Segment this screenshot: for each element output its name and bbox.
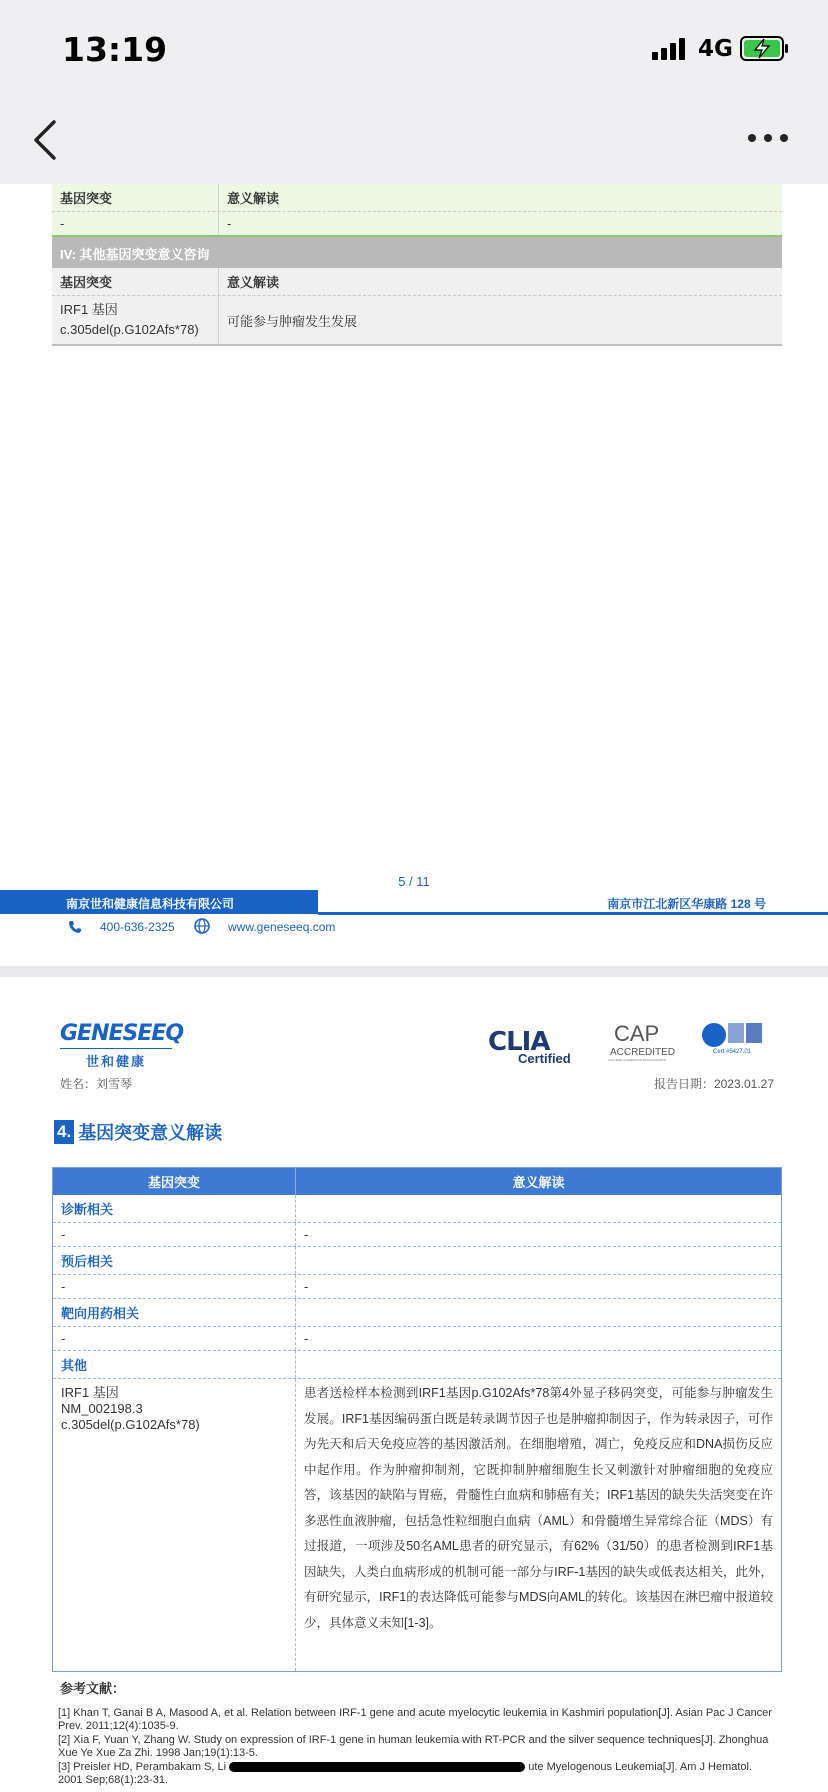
network-type: 4G: [698, 36, 733, 62]
nav-bar: [0, 96, 828, 184]
reference-2: [2] Xia F, Yuan Y, Zhang W. Study on expression of IRF-1 gene in human leukemia with RT-PCR and the silver sequence techniques[J]. Zhonghua Xue Ye Xue Za Zhi. 1998 Jan;19(1):13-5.: [58, 1734, 769, 1759]
report-date: 报告日期：2023.01.27: [653, 1077, 774, 1091]
section-number: 4.: [54, 1120, 74, 1144]
category-label: 诊断相关: [53, 1195, 296, 1222]
table-row: [53, 1223, 781, 1247]
reference-1: [1] Khan T, Ganai B A, Masood A, et al. Relation between IRF-1 gene and acute myelocytic leukemia in Kashmiri population[J]. Asian Pac J Cancer Prev. 2011;12(4):1035-9.: [58, 1707, 772, 1732]
iso-badge: Cert #5427.01: [696, 1023, 768, 1055]
cell-meaning: -: [304, 1279, 309, 1294]
table-row: [52, 212, 782, 235]
category-label: 靶向用药相关: [53, 1299, 296, 1326]
cap-logo: CAP ACCREDITED COLLEGE of AMERICAN PATHOLOGISTS: [608, 1021, 676, 1062]
references-title: 参考文献：: [60, 1681, 126, 1696]
cell-gene: -: [53, 1223, 296, 1246]
footer-divider: [318, 912, 828, 915]
footer-company: 南京世和健康信息科技有限公司: [0, 890, 318, 914]
category-label: 预后相关: [53, 1247, 296, 1274]
reference-3: [3] Preisler HD, Perambakam S, Li ute Myelogenous Leukemia[J]. Am J Hematol. 2001 Sep;68(1):23-31.: [58, 1761, 753, 1786]
mutation-table: [52, 1167, 782, 1672]
section-iv-title: IV: 其他基因突变意义咨询: [52, 237, 782, 268]
category-row: [53, 1299, 781, 1327]
header-meaning: 意义解读: [227, 191, 280, 206]
header-gene: 基因突变: [53, 1168, 296, 1195]
section-heading: [54, 1119, 222, 1145]
report-page-5: [0, 184, 828, 966]
cell-meaning: -: [304, 1331, 309, 1346]
status-time: 13:19: [62, 30, 168, 69]
globe-icon: [194, 918, 210, 934]
table-row: [53, 1275, 781, 1299]
irf1-row: [53, 1379, 781, 1671]
table-header-row: [53, 1168, 781, 1195]
irf1-gene-cell: IRF1 基因 NM_002198.3 c.305del(p.G102Afs*78): [53, 1379, 296, 1671]
other-table: [52, 237, 782, 346]
cell-gene: -: [53, 1327, 296, 1350]
cell-meaning: -: [304, 1227, 309, 1242]
status-bar: [0, 0, 828, 96]
cell-gene: -: [53, 1275, 296, 1298]
header-gene: 基因突变: [52, 184, 219, 211]
battery-charging-icon: [740, 36, 790, 61]
phone-icon: [68, 920, 82, 934]
cell-gene: -: [52, 212, 219, 235]
cell-meaning: 可能参与肿瘤发生发展: [227, 313, 358, 329]
footer-phone: 400-636-2325: [100, 920, 175, 934]
signal-icon: [652, 36, 685, 60]
footer-address: 南京市江北新区华康路 128 号: [607, 897, 766, 911]
back-chevron-icon[interactable]: [30, 118, 66, 162]
header-meaning: 意义解读: [227, 275, 280, 290]
page-footer: [0, 890, 828, 916]
cell-gene: [52, 296, 219, 344]
header-meaning: 意义解读: [512, 1175, 565, 1190]
patient-name: 姓名：刘雪琴: [60, 1077, 133, 1091]
category-row: [53, 1195, 781, 1223]
redaction-bar: [229, 1762, 525, 1772]
header-gene: 基因突变: [52, 268, 219, 295]
table-header-row: [52, 184, 782, 212]
gene-variant: c.305del(p.G102Afs*78): [60, 322, 199, 337]
geneseeq-logo: GENESEEQ 世和健康: [60, 1021, 184, 1069]
more-options-icon[interactable]: [748, 134, 788, 142]
page-number: 5 / 11: [398, 874, 430, 889]
irf1-meaning-cell: 患者送检样本检测到IRF1基因p.G102Afs*78第4外显子移码突变，可能参与肿瘤发生发展。IRF1基因编码蛋白既是转录调节因子也是肿瘤抑制因子，作为转录因子，可作为先天和后天免疫应答的基因激活剂。在细胞增殖，凋亡，免疫反应和DNA损伤反应中起作用。作为肿瘤抑制剂，它既抑制肿瘤细胞生长又刺激针对肿瘤细胞的免疫应答，该基因的缺陷与胃癌，骨髓性白血病和肺癌有关；IRF1基因的缺失失活突变在许多恶性血液肿瘤，包括急性粒细胞白血病（AML）和骨髓增生异常综合征（MDS）有过报道，一项涉及50名AML患者的研究显示，有62%（31/50）的患者检测到IRF1基因缺失，人类白血病形成的机制可能一部分与IRF-1基因的缺失或低表达相关，此外，有研究显示，IRF1的表达降低可能参与MDS向AML的转化。该基因在淋巴瘤中报道较少，具体意义未知[1-3]。: [304, 1386, 773, 1630]
category-row-other: 其他: [53, 1351, 781, 1379]
clia-logo: CLIA Certified: [488, 1027, 571, 1066]
top-table: [52, 184, 782, 237]
gene-name: IRF1 基因: [60, 302, 118, 317]
table-header-row: [52, 268, 782, 296]
section-title: 基因突变意义解读: [78, 1123, 223, 1143]
table-row: [52, 296, 782, 344]
cell-meaning: -: [227, 216, 232, 231]
footer-website[interactable]: www.geneseeq.com: [228, 920, 336, 934]
report-page-6: [0, 977, 828, 1792]
category-row: [53, 1247, 781, 1275]
table-row: [53, 1327, 781, 1351]
